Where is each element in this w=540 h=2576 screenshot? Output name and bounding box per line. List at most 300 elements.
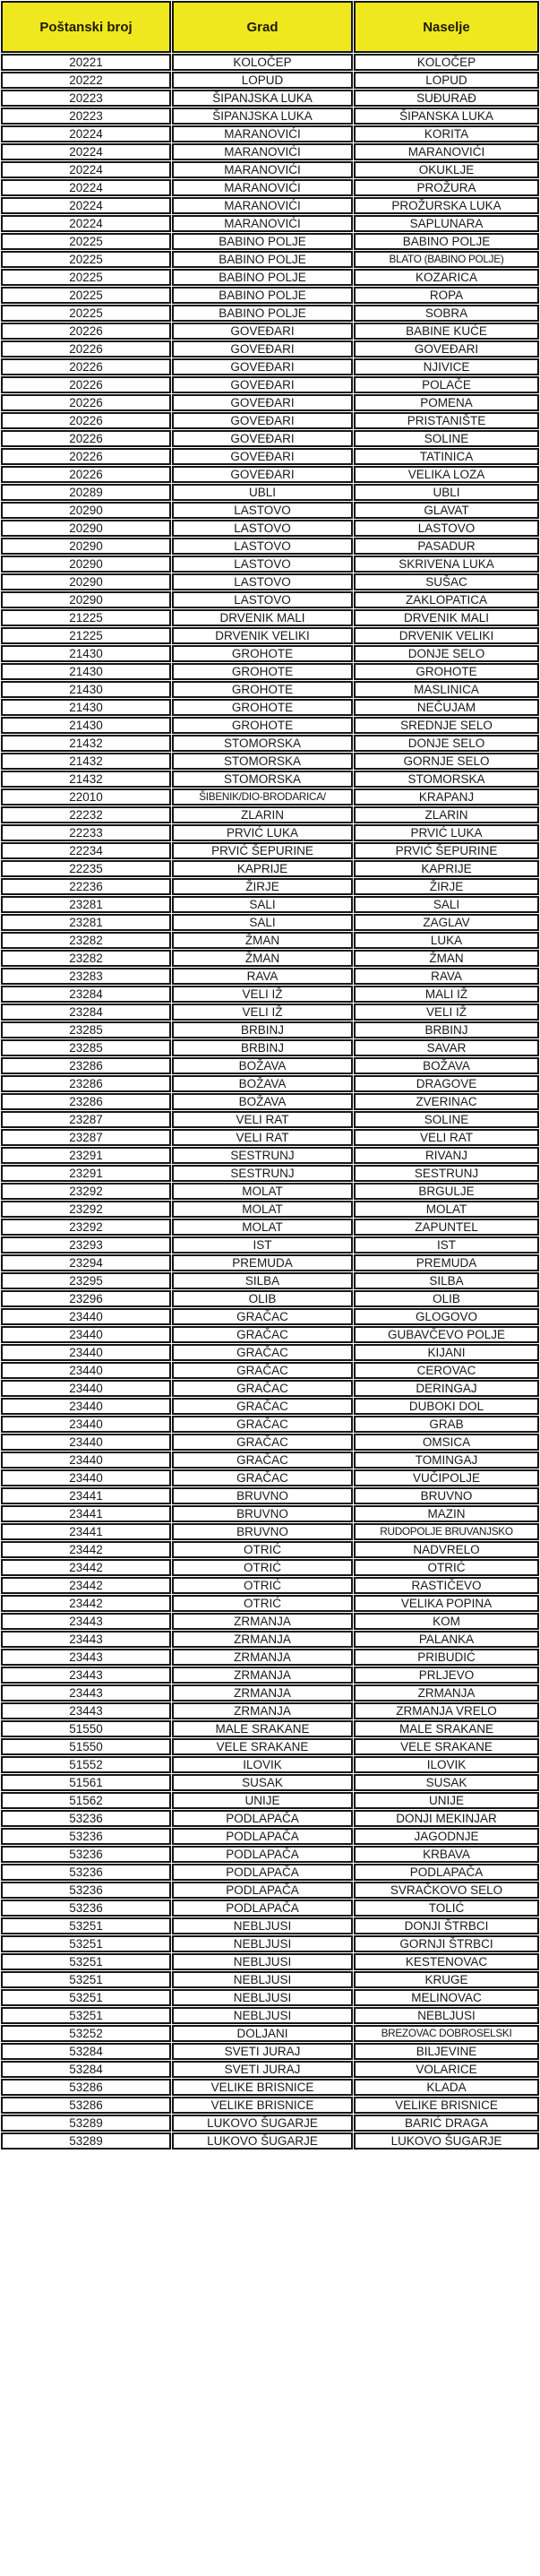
table-row [1, 287, 539, 304]
city-cell: SVETI JURAJ [172, 2061, 353, 2078]
postal-code-cell: 23296 [1, 1290, 171, 1307]
settlement-cell: LUKOVO ŠUGARJE [354, 2132, 539, 2150]
settlement-cell: VELIKA POPINA [354, 1595, 539, 1612]
postal-code-cell: 23443 [1, 1613, 171, 1630]
city-cell: GOVEĐARI [172, 340, 353, 358]
settlement-cell: UBLI [354, 484, 539, 501]
table-row [1, 1864, 539, 1881]
settlement-cell: DUBOKI DOL [354, 1398, 539, 1415]
table-row [1, 90, 539, 107]
city-cell: IST [172, 1236, 353, 1254]
postal-code-cell: 21432 [1, 771, 171, 788]
table-row [1, 2043, 539, 2060]
settlement-cell: SESTRUNJ [354, 1165, 539, 1182]
settlement-cell: SUĐURAĐ [354, 90, 539, 107]
city-cell: ŠIPANJSKA LUKA [172, 108, 353, 125]
postal-code-cell: 51552 [1, 1756, 171, 1773]
city-cell: OTRIĆ [172, 1541, 353, 1558]
postal-code-cell: 53251 [1, 1953, 171, 1970]
postal-code-cell: 53236 [1, 1882, 171, 1899]
table-row [1, 179, 539, 196]
settlement-cell: BRUVNO [354, 1487, 539, 1504]
postal-code-cell: 23443 [1, 1649, 171, 1666]
postal-code-cell: 23284 [1, 1004, 171, 1021]
postal-code-cell: 20225 [1, 305, 171, 322]
settlement-cell: PASADUR [354, 538, 539, 555]
city-cell: GOVEĐARI [172, 358, 353, 375]
city-cell: GRAČAC [172, 1326, 353, 1343]
city-cell: LASTOVO [172, 591, 353, 608]
settlement-cell: GORNJE SELO [354, 753, 539, 770]
settlement-cell: BRBINJ [354, 1021, 539, 1038]
table-row [1, 609, 539, 626]
settlement-cell: MARANOVIĆI [354, 143, 539, 160]
settlement-cell: DONJE SELO [354, 645, 539, 662]
table-row [1, 520, 539, 537]
settlement-cell: VELI RAT [354, 1129, 539, 1146]
settlement-cell: KRUGE [354, 1971, 539, 1988]
city-cell: GOVEĐARI [172, 394, 353, 411]
postal-code-cell: 53236 [1, 1864, 171, 1881]
city-cell: SESTRUNJ [172, 1165, 353, 1182]
settlement-cell: DRAGOVE [354, 1075, 539, 1092]
city-cell: MOLAT [172, 1183, 353, 1200]
city-cell: ŠIPANJSKA LUKA [172, 90, 353, 107]
postal-code-cell: 20290 [1, 573, 171, 590]
table-row [1, 2097, 539, 2114]
table-row [1, 556, 539, 573]
city-cell: GOVEĐARI [172, 466, 353, 483]
table-row [1, 1523, 539, 1540]
table-row [1, 573, 539, 590]
table-row [1, 1290, 539, 1307]
table-row [1, 950, 539, 967]
postal-code-cell: 23443 [1, 1684, 171, 1702]
table-row [1, 788, 539, 806]
table-row [1, 986, 539, 1003]
settlement-cell: GLAVAT [354, 502, 539, 519]
city-cell: BOŽAVA [172, 1057, 353, 1074]
city-cell: SUSAK [172, 1774, 353, 1791]
postal-code-cell: 20223 [1, 108, 171, 125]
settlement-cell: TOMINGAJ [354, 1452, 539, 1469]
city-cell: GOVEĐARI [172, 430, 353, 447]
settlement-cell: LASTOVO [354, 520, 539, 537]
settlement-cell: PRLJEVO [354, 1667, 539, 1684]
city-cell: PRVIĆ ŠEPURINE [172, 842, 353, 859]
postal-code-cell: 23291 [1, 1147, 171, 1164]
postal-code-cell: 20225 [1, 251, 171, 268]
city-cell: VELI IŽ [172, 1004, 353, 1021]
postal-code-cell: 53251 [1, 1917, 171, 1934]
settlement-cell: MALI IŽ [354, 986, 539, 1003]
table-row [1, 2132, 539, 2150]
city-cell: PODLAPAČA [172, 1810, 353, 1827]
postal-code-cell: 20226 [1, 323, 171, 340]
settlement-cell: ŽIRJE [354, 878, 539, 895]
settlement-cell: VUČIPOLJE [354, 1469, 539, 1486]
settlement-cell: PRISTANIŠTE [354, 412, 539, 429]
city-cell: DOLJANI [172, 2025, 353, 2042]
city-cell: ZRMANJA [172, 1631, 353, 1648]
postal-code-cell: 21430 [1, 699, 171, 716]
postal-code-cell: 23292 [1, 1219, 171, 1236]
postal-code-cell: 20290 [1, 538, 171, 555]
postal-code-cell: 53251 [1, 1935, 171, 1952]
postal-code-cell: 23442 [1, 1541, 171, 1558]
postal-code-cell: 23442 [1, 1577, 171, 1594]
settlement-cell: MELINOVAC [354, 1989, 539, 2006]
city-cell: MARANOVIĆI [172, 125, 353, 142]
settlement-cell: MASLINICA [354, 681, 539, 698]
settlement-cell: RUDOPOLJE BRUVANJSKO [354, 1523, 539, 1540]
settlement-cell: PODLAPAČA [354, 1864, 539, 1881]
city-cell: GRAČAC [172, 1452, 353, 1469]
postal-code-cell: 20224 [1, 179, 171, 196]
city-cell: MARANOVIĆI [172, 161, 353, 178]
settlement-cell: CEROVAC [354, 1362, 539, 1379]
city-cell: NEBLJUSI [172, 2007, 353, 2024]
table-row [1, 1219, 539, 1236]
settlement-cell: DONJI ŠTRBCI [354, 1917, 539, 1934]
settlement-cell: GRAB [354, 1416, 539, 1433]
table-row [1, 735, 539, 752]
table-row [1, 1380, 539, 1397]
table-row [1, 448, 539, 465]
settlement-cell: SOLINE [354, 1111, 539, 1128]
table-row [1, 1559, 539, 1576]
city-cell: BRBINJ [172, 1039, 353, 1056]
settlement-cell: KRBAVA [354, 1846, 539, 1863]
settlement-cell: BOŽAVA [354, 1057, 539, 1074]
table-row [1, 1469, 539, 1486]
postal-code-cell: 23443 [1, 1631, 171, 1648]
city-cell: ZRMANJA [172, 1684, 353, 1702]
table-row [1, 1236, 539, 1254]
table-row [1, 1362, 539, 1379]
settlement-cell: ŠIPANSKA LUKA [354, 108, 539, 125]
table-row [1, 717, 539, 734]
table-row [1, 1021, 539, 1038]
city-cell: MOLAT [172, 1201, 353, 1218]
postal-code-cell: 53236 [1, 1828, 171, 1845]
postal-code-cell: 23294 [1, 1254, 171, 1271]
city-cell: MARANOVIĆI [172, 143, 353, 160]
header-postanski-broj: Poštanski broj [1, 1, 171, 53]
city-cell: PODLAPAČA [172, 1882, 353, 1899]
postal-code-cell: 53236 [1, 1846, 171, 1863]
table-row [1, 771, 539, 788]
table-row [1, 1882, 539, 1899]
city-cell: GOVEĐARI [172, 448, 353, 465]
city-cell: GROHOTE [172, 699, 353, 716]
table-row [1, 394, 539, 411]
table-row [1, 1684, 539, 1702]
city-cell: LASTOVO [172, 538, 353, 555]
postal-code-cell: 20221 [1, 54, 171, 71]
settlement-cell: DERINGAJ [354, 1380, 539, 1397]
city-cell: SESTRUNJ [172, 1147, 353, 1164]
postal-code-cell: 20224 [1, 215, 171, 232]
settlement-cell: VELIKA LOZA [354, 466, 539, 483]
table-header-row [1, 1, 539, 53]
postal-code-cell: 20290 [1, 502, 171, 519]
table-row [1, 1792, 539, 1809]
postal-code-cell: 23440 [1, 1398, 171, 1415]
table-row [1, 143, 539, 160]
table-body [1, 54, 539, 2150]
table-row [1, 1272, 539, 1289]
postal-code-cell: 20289 [1, 484, 171, 501]
city-cell: GOVEĐARI [172, 323, 353, 340]
settlement-cell: STOMORSKA [354, 771, 539, 788]
table-row [1, 197, 539, 214]
table-row [1, 1631, 539, 1648]
table-row [1, 251, 539, 268]
city-cell: GROHOTE [172, 663, 353, 680]
postal-code-cell: 22235 [1, 860, 171, 877]
table-row [1, 1434, 539, 1451]
table-row [1, 1183, 539, 1200]
table-row [1, 1667, 539, 1684]
city-cell: NEBLJUSI [172, 1953, 353, 1970]
city-cell: LOPUD [172, 72, 353, 89]
postal-code-cell: 20224 [1, 143, 171, 160]
city-cell: MARANOVIĆI [172, 215, 353, 232]
city-cell: STOMORSKA [172, 753, 353, 770]
table-row [1, 1810, 539, 1827]
postal-code-cell: 20226 [1, 376, 171, 393]
settlement-cell: SKRIVENA LUKA [354, 556, 539, 573]
city-cell: BABINO POLJE [172, 251, 353, 268]
table-row [1, 1165, 539, 1182]
settlement-cell: SILBA [354, 1272, 539, 1289]
settlement-cell: SUŠAC [354, 573, 539, 590]
city-cell: GRAČAC [172, 1398, 353, 1415]
city-cell: LASTOVO [172, 502, 353, 519]
settlement-cell: BLATO (BABINO POLJE) [354, 251, 539, 268]
table-row [1, 358, 539, 375]
settlement-cell: BABINE KUĆE [354, 323, 539, 340]
city-cell: SALI [172, 914, 353, 931]
settlement-cell: POLAČE [354, 376, 539, 393]
postal-code-cell: 53251 [1, 1971, 171, 1988]
postal-code-cell: 23442 [1, 1559, 171, 1576]
postal-code-cell: 53252 [1, 2025, 171, 2042]
settlement-cell: KIJANI [354, 1344, 539, 1361]
table-row [1, 1774, 539, 1791]
postal-code-cell: 23440 [1, 1344, 171, 1361]
postal-code-cell: 53289 [1, 2132, 171, 2150]
settlement-cell: GROHOTE [354, 663, 539, 680]
table-row [1, 1004, 539, 1021]
city-cell: GROHOTE [172, 681, 353, 698]
settlement-cell: VELE SRAKANE [354, 1738, 539, 1755]
table-row [1, 896, 539, 913]
settlement-cell: PRVIĆ ŠEPURINE [354, 842, 539, 859]
city-cell: ŽMAN [172, 932, 353, 949]
table-row [1, 1416, 539, 1433]
city-cell: GOVEĐARI [172, 412, 353, 429]
postal-code-cell: 20226 [1, 412, 171, 429]
table-row [1, 108, 539, 125]
city-cell: OTRIĆ [172, 1559, 353, 1576]
table-row [1, 215, 539, 232]
settlement-cell: OTRIĆ [354, 1559, 539, 1576]
city-cell: MARANOVIĆI [172, 197, 353, 214]
table-row [1, 538, 539, 555]
settlement-cell: SVRAČKOVO SELO [354, 1882, 539, 1899]
settlement-cell: BILJEVINE [354, 2043, 539, 2060]
settlement-cell: NEBLJUSI [354, 2007, 539, 2024]
settlement-cell: SUSAK [354, 1774, 539, 1791]
settlement-cell: GOVEĐARI [354, 340, 539, 358]
postal-code-cell: 23283 [1, 968, 171, 985]
table-row [1, 627, 539, 644]
city-cell: PODLAPAČA [172, 1846, 353, 1863]
city-cell: BRUVNO [172, 1523, 353, 1540]
table-row [1, 1738, 539, 1755]
table-row [1, 2025, 539, 2042]
settlement-cell: OMSICA [354, 1434, 539, 1451]
postal-code-cell: 23286 [1, 1075, 171, 1092]
settlement-cell: ZRMANJA VRELO [354, 1702, 539, 1719]
postal-code-cell: 20224 [1, 125, 171, 142]
settlement-cell: KLADA [354, 2079, 539, 2096]
postal-code-cell: 23284 [1, 986, 171, 1003]
postal-code-cell: 22234 [1, 842, 171, 859]
table-row [1, 1039, 539, 1056]
settlement-cell: IST [354, 1236, 539, 1254]
table-row [1, 1344, 539, 1361]
settlement-cell: PALANKA [354, 1631, 539, 1648]
city-cell: GRAČAC [172, 1308, 353, 1325]
postal-code-cell: 53286 [1, 2097, 171, 2114]
settlement-cell: MALE SRAKANE [354, 1720, 539, 1737]
postal-code-cell: 23440 [1, 1434, 171, 1451]
settlement-cell: ŽMAN [354, 950, 539, 967]
city-cell: BABINO POLJE [172, 269, 353, 286]
settlement-cell: POMENA [354, 394, 539, 411]
table-row [1, 824, 539, 841]
city-cell: GRAČAC [172, 1362, 353, 1379]
postal-code-cell: 51561 [1, 1774, 171, 1791]
postal-code-cell: 23292 [1, 1183, 171, 1200]
settlement-cell: ROPA [354, 287, 539, 304]
city-cell: KAPRIJE [172, 860, 353, 877]
settlement-cell: RAVA [354, 968, 539, 985]
city-cell: ŽMAN [172, 950, 353, 967]
settlement-cell: TOLIĆ [354, 1900, 539, 1917]
table-row [1, 591, 539, 608]
table-row [1, 1075, 539, 1092]
city-cell: VELIKE BRISNICE [172, 2097, 353, 2114]
table-row [1, 1057, 539, 1074]
postal-code-cell: 21430 [1, 717, 171, 734]
postal-code-cell: 21430 [1, 645, 171, 662]
settlement-cell: LUKA [354, 932, 539, 949]
table-row [1, 1541, 539, 1558]
city-cell: ZLARIN [172, 806, 353, 823]
city-cell: KOLOČEP [172, 54, 353, 71]
table-row [1, 753, 539, 770]
postal-code-cell: 53236 [1, 1810, 171, 1827]
settlement-cell: GORNJI ŠTRBCI [354, 1935, 539, 1952]
settlement-cell: PROŽURA [354, 179, 539, 196]
postal-code-cell: 23287 [1, 1129, 171, 1146]
postal-code-cell: 20223 [1, 90, 171, 107]
table-row [1, 1953, 539, 1970]
settlement-cell: KOZARICA [354, 269, 539, 286]
settlement-cell: BRGULJE [354, 1183, 539, 1200]
settlement-cell: NADVRELO [354, 1541, 539, 1558]
city-cell: MALE SRAKANE [172, 1720, 353, 1737]
city-cell: ŽIRJE [172, 878, 353, 895]
table-row [1, 1595, 539, 1612]
postal-code-cell: 20290 [1, 591, 171, 608]
postal-code-cell: 51562 [1, 1792, 171, 1809]
settlement-cell: PRIBUDIĆ [354, 1649, 539, 1666]
settlement-cell: DRVENIK VELIKI [354, 627, 539, 644]
table-row [1, 1505, 539, 1522]
city-cell: ZRMANJA [172, 1613, 353, 1630]
settlement-cell: PREMUDA [354, 1254, 539, 1271]
postal-code-cell: 53284 [1, 2043, 171, 2060]
city-cell: OTRIĆ [172, 1577, 353, 1594]
settlement-cell: VOLARICE [354, 2061, 539, 2078]
postal-code-cell: 20226 [1, 466, 171, 483]
city-cell: VELI IŽ [172, 986, 353, 1003]
postal-code-cell: 23286 [1, 1093, 171, 1110]
postal-code-cell: 20226 [1, 340, 171, 358]
city-cell: PREMUDA [172, 1254, 353, 1271]
table-row [1, 645, 539, 662]
postal-code-cell: 20226 [1, 430, 171, 447]
table-row [1, 842, 539, 859]
city-cell: UBLI [172, 484, 353, 501]
settlement-cell: OKUKLJE [354, 161, 539, 178]
settlement-cell: DONJI MEKINJAR [354, 1810, 539, 1827]
city-cell: STOMORSKA [172, 771, 353, 788]
city-cell: BABINO POLJE [172, 305, 353, 322]
table-row [1, 2115, 539, 2132]
settlement-cell: LOPUD [354, 72, 539, 89]
table-row [1, 466, 539, 483]
settlement-cell: BREZOVAC DOBROSELSKI [354, 2025, 539, 2042]
settlement-cell: KOM [354, 1613, 539, 1630]
table-row [1, 1989, 539, 2006]
postal-code-cell: 23440 [1, 1308, 171, 1325]
city-cell: BOŽAVA [172, 1093, 353, 1110]
city-cell: NEBLJUSI [172, 1971, 353, 1988]
settlement-cell: KRAPANJ [354, 788, 539, 806]
postal-code-cell: 23441 [1, 1505, 171, 1522]
settlement-cell: SAPLUNARA [354, 215, 539, 232]
table-row [1, 502, 539, 519]
postal-code-cell: 23443 [1, 1667, 171, 1684]
table-row [1, 860, 539, 877]
settlement-cell: DRVENIK MALI [354, 609, 539, 626]
city-cell: SVETI JURAJ [172, 2043, 353, 2060]
postal-code-cell: 23440 [1, 1326, 171, 1343]
city-cell: SILBA [172, 1272, 353, 1289]
postal-code-cell: 20224 [1, 197, 171, 214]
postal-code-cell: 51550 [1, 1738, 171, 1755]
table-row [1, 305, 539, 322]
table-row [1, 376, 539, 393]
table-row [1, 269, 539, 286]
table-row [1, 323, 539, 340]
